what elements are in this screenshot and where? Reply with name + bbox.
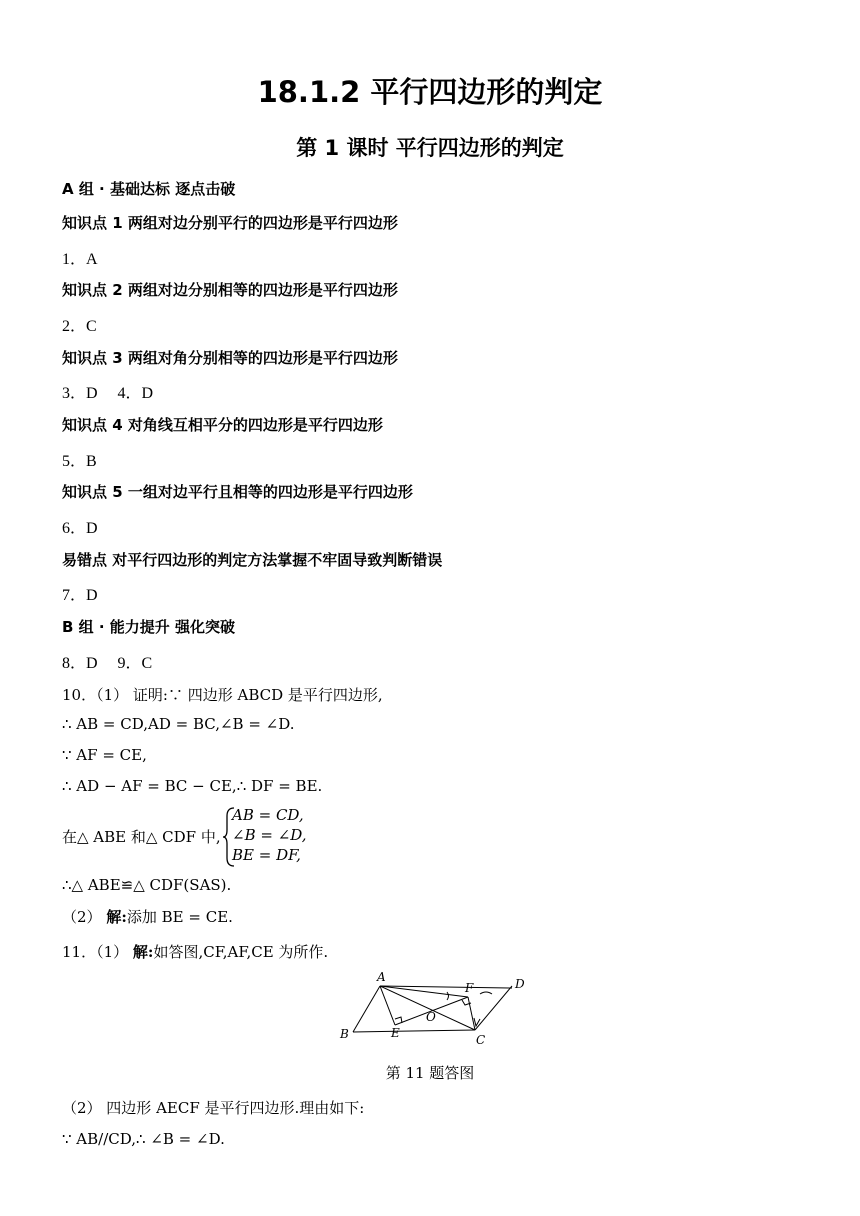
section-heading-b: B 组 · 能力提升 强化突破 xyxy=(62,618,236,636)
knowledge-point-5: 知识点 5 一组对边平行且相等的四边形是平行四边形 xyxy=(62,483,413,501)
knowledge-point-2: 知识点 2 两组对边分别相等的四边形是平行四边形 xyxy=(62,281,398,299)
error-point: 易错点 对平行四边形的判定方法掌握不牢固导致判断错误 xyxy=(62,551,443,569)
system-eq-2: ∠B = ∠D, xyxy=(232,826,307,844)
knowledge-point-3: 知识点 3 两组对角分别相等的四边形是平行四边形 xyxy=(62,349,398,367)
q11-part1-text: 如答图,CF,AF,CE 为所作. xyxy=(153,943,329,961)
q10-line-6: ∴△ ABE≌△ CDF(SAS). xyxy=(62,876,232,894)
q11-line-1 xyxy=(62,941,328,962)
system-eq-1: AB = CD, xyxy=(232,806,304,824)
knowledge-point-1: 知识点 1 两组对边分别平行的四边形是平行四边形 xyxy=(62,214,398,232)
section-heading-a: A 组 · 基础达标 逐点击破 xyxy=(62,180,236,198)
label-e: E xyxy=(391,1026,400,1040)
answer-5: 5．B xyxy=(62,453,97,470)
q10-part2-label: 解: xyxy=(106,908,127,926)
label-c: C xyxy=(476,1033,486,1047)
answer-2: 2．C xyxy=(62,318,97,335)
q10-part2-text: 添加 BE = CE. xyxy=(126,908,233,926)
lesson-subtitle: 第 1 课时 平行四边形的判定 xyxy=(296,136,564,160)
q10-line-1: 10．（1） 证明:∵ 四边形 ABCD 是平行四边形, xyxy=(62,686,383,704)
q11-part1-num: 11．（1） xyxy=(62,943,129,961)
answer-1: 1．A xyxy=(62,251,98,268)
system-eq-3: BE = DF, xyxy=(232,846,301,864)
q10-line-3: ∵ AF = CE, xyxy=(62,746,147,764)
label-d: D xyxy=(515,977,525,991)
page-title: 18.1.2 平行四边形的判定 xyxy=(257,75,603,109)
label-a: A xyxy=(377,970,386,984)
figure-caption: 第 11 题答图 xyxy=(385,1064,475,1082)
answer-7: 7．D xyxy=(62,587,98,604)
answer-3-4: 3．D 4．D xyxy=(62,385,154,402)
answer-8-9: 8．D 9．C xyxy=(62,655,153,672)
q10-line-5: 在△ ABE 和△ CDF 中, xyxy=(62,828,221,846)
q11-line-3: ∵ AB//CD,∴ ∠B = ∠D. xyxy=(62,1130,225,1148)
q11-part1-label: 解: xyxy=(132,943,154,961)
label-b: B xyxy=(340,1027,349,1041)
q10-line-4: ∴ AD − AF = BC − CE,∴ DF = BE. xyxy=(62,777,323,795)
knowledge-point-4: 知识点 4 对角线互相平分的四边形是平行四边形 xyxy=(62,416,383,434)
label-o: O xyxy=(426,1010,436,1024)
label-f: F xyxy=(465,981,474,995)
q10-line-7 xyxy=(62,906,233,927)
answer-6: 6．D xyxy=(62,520,98,537)
q11-line-2: （2） 四边形 AECF 是平行四边形.理由如下: xyxy=(62,1099,365,1117)
q10-line-2: ∴ AB = CD,AD = BC,∠B = ∠D. xyxy=(62,715,295,733)
q11-figure xyxy=(335,970,535,1050)
q10-part2-num: （2） xyxy=(62,908,102,926)
